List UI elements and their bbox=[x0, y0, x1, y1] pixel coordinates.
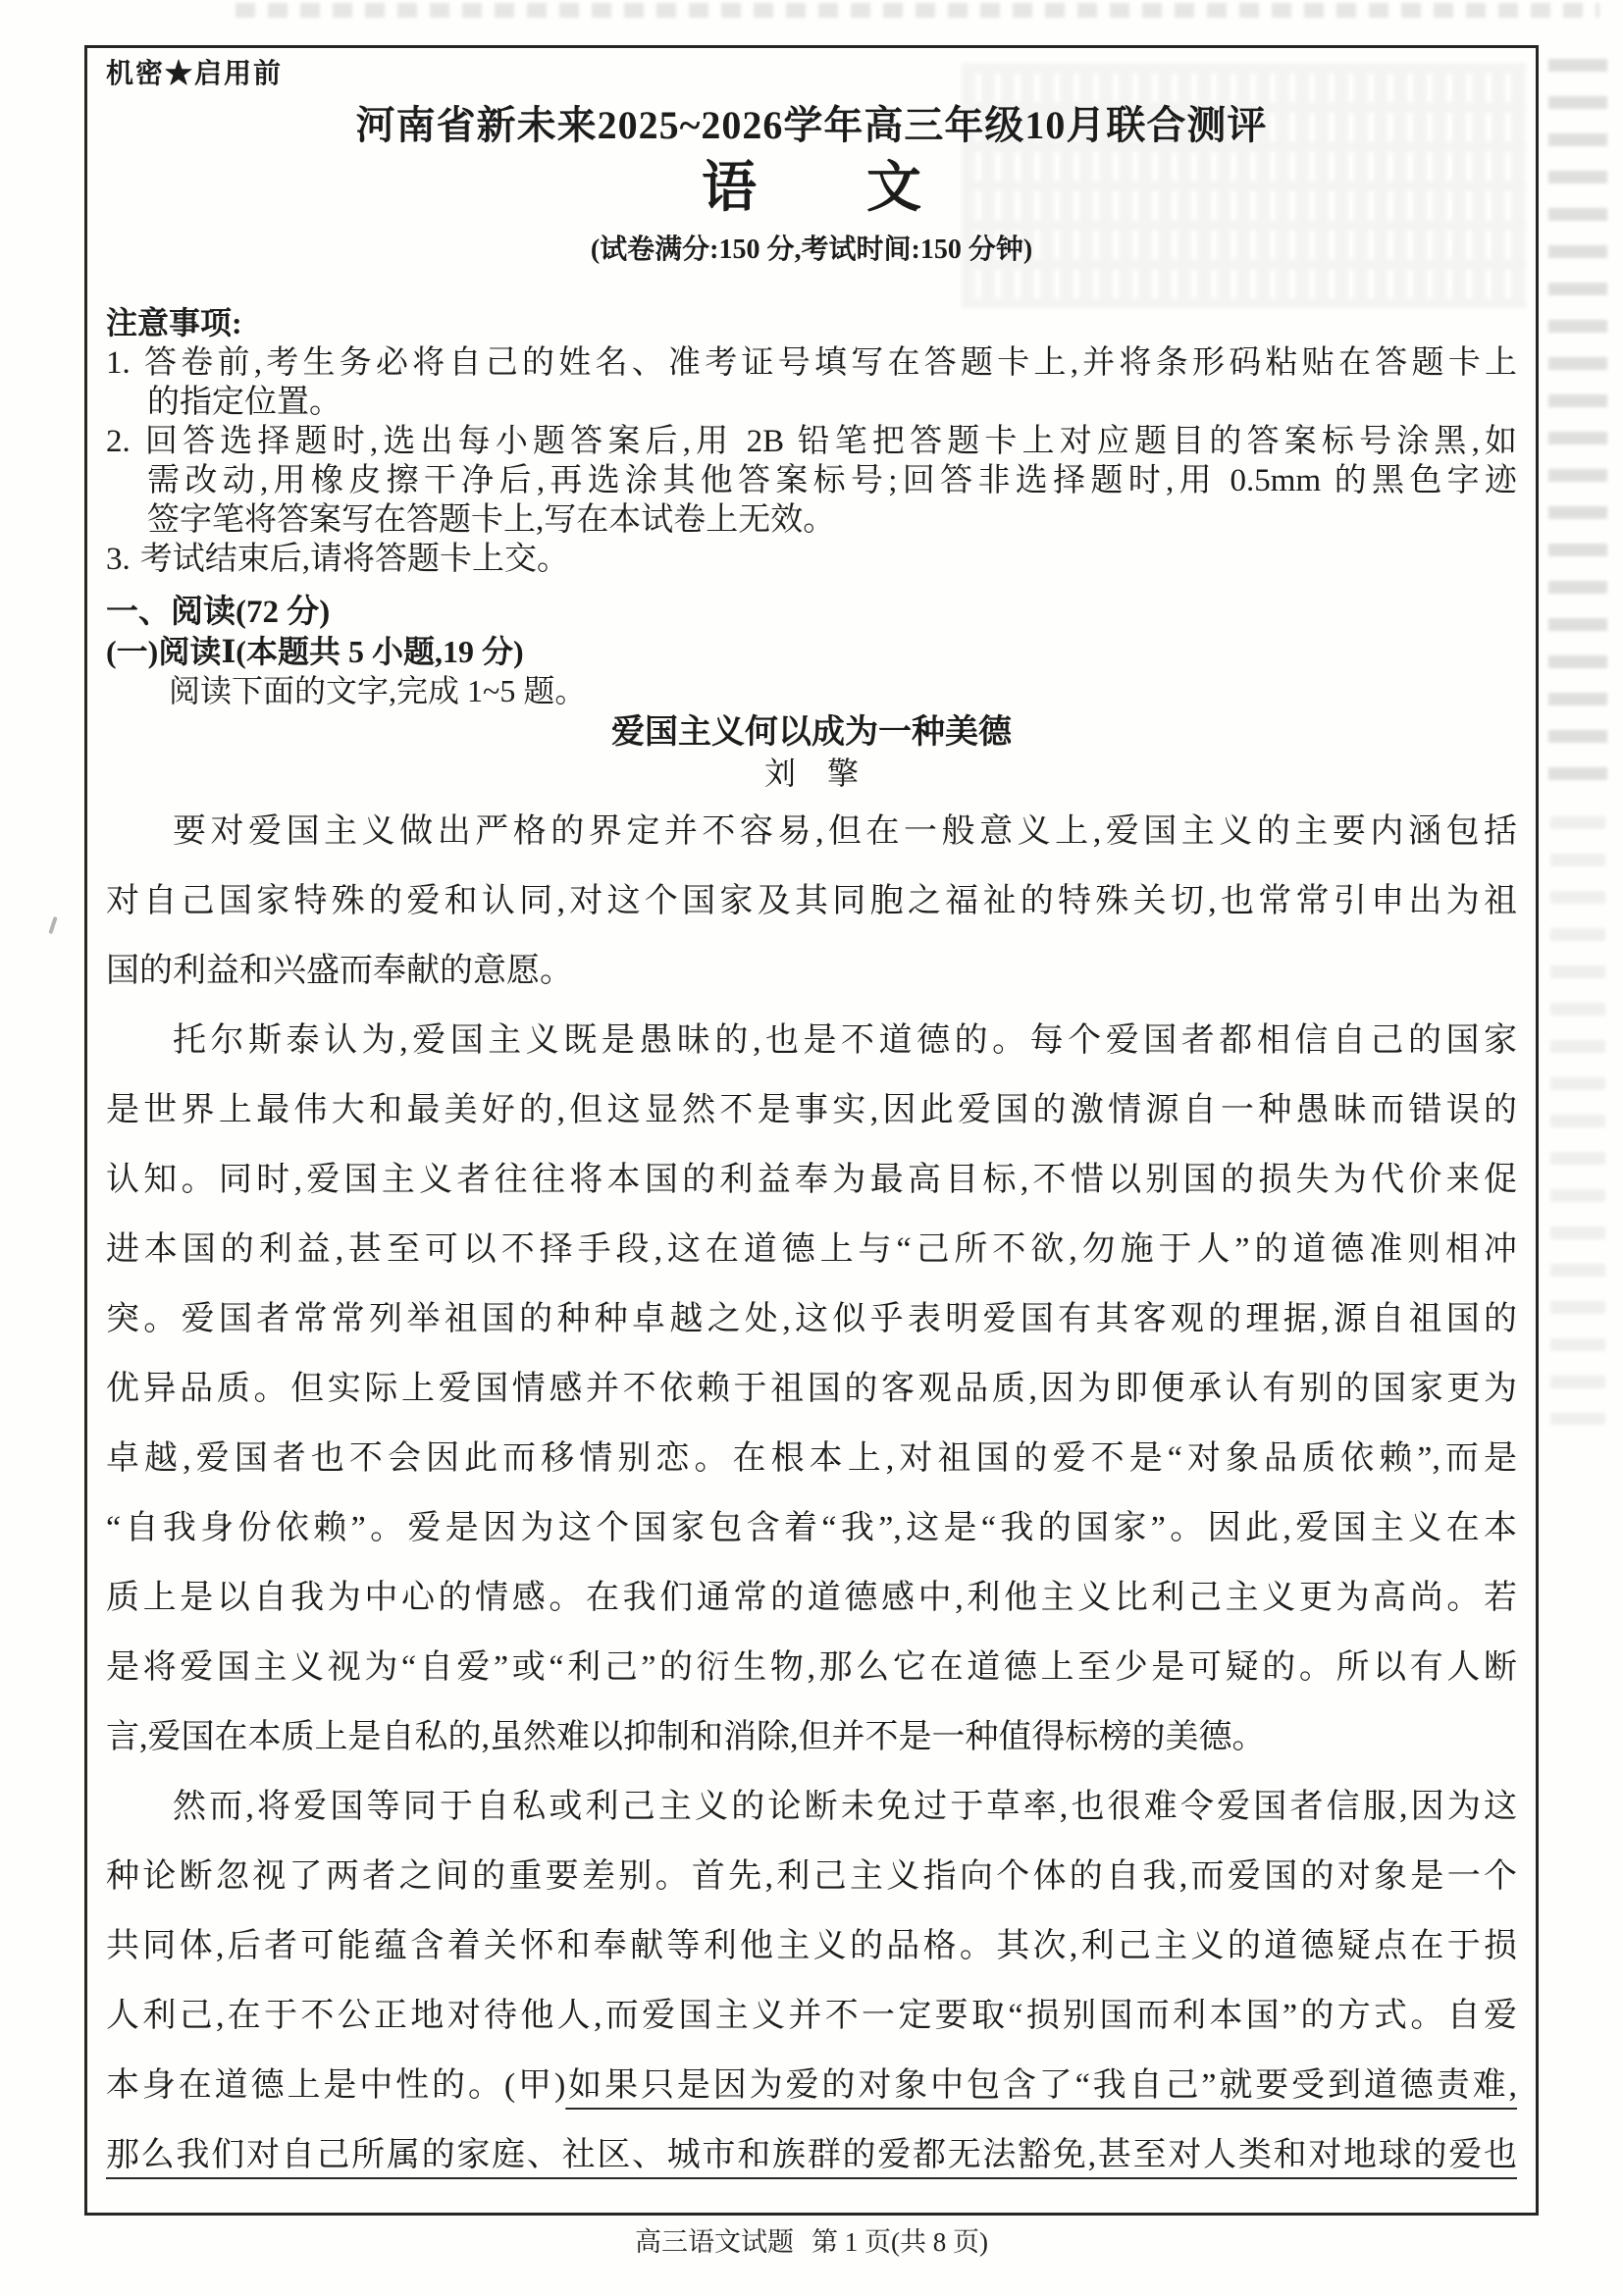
page-number-label: 第 1 页(共 8 页) bbox=[812, 2227, 988, 2257]
passage-line bbox=[106, 936, 1517, 1006]
passage-line bbox=[106, 1842, 1517, 1911]
notice-item-number: 1. bbox=[106, 345, 131, 381]
notice-line bbox=[106, 383, 1517, 422]
notice-line bbox=[106, 500, 1517, 540]
passage-line-text: 突。爱国者常常列举祖国的种种卓越之处,这似乎表明爱国有其客观的理据,源自祖国的 bbox=[106, 1301, 1517, 1337]
notice-line bbox=[106, 540, 1517, 579]
passage-line-text: 共同体,后者可能蕴含着关怀和奉献等利他主义的品格。其次,利己主义的道德疑点在于损 bbox=[106, 1928, 1517, 1964]
notice-item-text: 回答选择题时,选出每小题答案后,用 2B 铅笔把答题卡上对应题目的答案标号涂黑,如 bbox=[139, 424, 1517, 459]
passage-line bbox=[106, 2051, 1517, 2120]
passage-line bbox=[106, 1911, 1517, 1981]
notice-item-text: 签字笔将答案写在答题卡上,写在本试卷上无效。 bbox=[147, 502, 836, 538]
passage-line-text: 质上是以自我为中心的情感。在我们通常的道德感中,利他主义比利己主义更为高尚。若 bbox=[106, 1580, 1517, 1616]
passage-author: 刘 擎 bbox=[763, 756, 859, 791]
bleed-through-artifact bbox=[1548, 59, 1607, 805]
passage-line-text: 托尔斯泰认为,爱国主义既是愚昧的,也是不道德的。每个爱国者都相信自己的国家 bbox=[173, 1022, 1517, 1059]
passage-line-text: 优异品质。但实际上爱国情感并不依赖于祖国的客观品质,因为即便承认有别的国家更为 bbox=[106, 1371, 1517, 1407]
passage-title: 爱国主义何以成为一种美德 bbox=[611, 714, 1012, 751]
subject-title: 语 文 bbox=[702, 158, 921, 219]
notice-item-number: 2. bbox=[106, 424, 131, 459]
passage-line bbox=[106, 1215, 1517, 1284]
section-heading: 一、阅读(72 分) bbox=[106, 595, 331, 630]
notice-heading: 注意事项: bbox=[106, 305, 242, 340]
classification-label: 机密★启用前 bbox=[106, 59, 284, 89]
passage-line-plain-segment: 本身在道德上是中性的。(甲) bbox=[106, 2067, 566, 2104]
page-content bbox=[106, 57, 1517, 2190]
passage-line bbox=[106, 1075, 1517, 1145]
pen-mark-artifact bbox=[48, 916, 57, 934]
passage-line bbox=[106, 1145, 1517, 1215]
bleed-through-artifact bbox=[1550, 816, 1605, 1425]
part-heading: (一)阅读Ⅰ(本题共 5 小题,19 分) bbox=[106, 634, 524, 669]
passage-line-text: 然而,将爱国等同于自私或利己主义的论断未免过于草率,也很难令爱国者信服,因为这 bbox=[173, 1789, 1517, 1825]
passage-line bbox=[106, 1354, 1517, 1424]
passage-line bbox=[106, 1563, 1517, 1633]
passage-line bbox=[106, 1981, 1517, 2051]
exam-info: (试卷满分:150 分,考试时间:150 分钟) bbox=[590, 235, 1033, 265]
passage-line-text: 言,爱国在本质上是自私的,虽然难以抑制和消除,但并不是一种值得标榜的美德。 bbox=[106, 1719, 1266, 1755]
passage-line bbox=[106, 797, 1517, 866]
passage-line-text: 是将爱国主义视为“自爱”或“利己”的衍生物,那么它在道德上至少是可疑的。所以有人断 bbox=[106, 1649, 1517, 1686]
passage-line-text: 人利己,在于不公正地对待他人,而爱国主义并不一定要取“损别国而利本国”的方式。自爱 bbox=[106, 1998, 1517, 2034]
passage-line-text: 是世界上最伟大和最美好的,但这显然不是事实,因此爱国的激情源自一种愚昧而错误的 bbox=[106, 1092, 1517, 1128]
passage-line-underlined-segment: 那么我们对自己所属的家庭、社区、城市和族群的爱都无法豁免,甚至对人类和对地球的爱也 bbox=[106, 2137, 1517, 2173]
notice-line bbox=[106, 461, 1517, 500]
reading-instruction: 阅读下面的文字,完成 1~5 题。 bbox=[169, 673, 587, 708]
notice-item-text: 需改动,用橡皮擦干净后,再选涂其他答案标号;回答非选择题时,用 0.5mm 的黑色字迹 bbox=[147, 463, 1517, 498]
passage-line bbox=[106, 1772, 1517, 1842]
notice-item-text: 考试结束后,请将答题卡上交。 bbox=[139, 542, 569, 577]
passage-line bbox=[106, 1284, 1517, 1354]
passage-line-text: “自我身份依赖”。爱是因为这个国家包含着“我”,这是“我的国家”。因此,爱国主义在本 bbox=[106, 1510, 1517, 1546]
passage-line-text: 卓越,爱国者也不会因此而移情别恋。在根本上,对祖国的爱不是“对象品质依赖”,而是 bbox=[106, 1440, 1517, 1477]
passage-line-text: 要对爱国主义做出严格的界定并不容易,但在一般意义上,爱国主义的主要内涵包括 bbox=[173, 813, 1517, 850]
passage-line bbox=[106, 1424, 1517, 1493]
bleed-through-artifact bbox=[236, 3, 1599, 18]
notice-item-text: 的指定位置。 bbox=[147, 385, 341, 420]
passage-line bbox=[106, 2120, 1517, 2190]
doc-label: 高三语文试题 bbox=[635, 2227, 794, 2257]
passage bbox=[106, 797, 1517, 2190]
passage-line bbox=[106, 1493, 1517, 1563]
exam-title: 河南省新未来2025~2026学年高三年级10月联合测评 bbox=[355, 103, 1268, 147]
passage-line-text: 进本国的利益,甚至可以不择手段,这在道德上与“己所不欲,勿施于人”的道德准则相冲 bbox=[106, 1231, 1517, 1268]
passage-line bbox=[106, 1633, 1517, 1702]
notice-list bbox=[106, 343, 1517, 579]
notice-line bbox=[106, 343, 1517, 383]
passage-line-underlined-segment: 如果只是因为爱的对象中包含了“我自己”就要受到道德责难, bbox=[565, 2067, 1517, 2104]
page-footer bbox=[0, 2225, 1623, 2259]
passage-line-text: 种论断忽视了两者之间的重要差别。首先,利己主义指向个体的自我,而爱国的对象是一个 bbox=[106, 1858, 1517, 1895]
passage-line bbox=[106, 1702, 1517, 1772]
notice-line bbox=[106, 422, 1517, 461]
passage-line-text: 国的利益和兴盛而奉献的意愿。 bbox=[106, 953, 573, 989]
notice-item-text: 答卷前,考生务必将自己的姓名、准考证号填写在答题卡上,并将条形码粘贴在答题卡上 bbox=[139, 345, 1517, 381]
passage-line bbox=[106, 866, 1517, 936]
passage-line-text: 对自己国家特殊的爱和认同,对这个国家及其同胞之福祉的特殊关切,也常常引申出为祖 bbox=[106, 883, 1517, 919]
passage-line-text: 认知。同时,爱国主义者往往将本国的利益奉为最高目标,不惜以别国的损失为代价来促 bbox=[106, 1162, 1517, 1198]
notice-item-number: 3. bbox=[106, 542, 131, 577]
passage-line bbox=[106, 1006, 1517, 1075]
